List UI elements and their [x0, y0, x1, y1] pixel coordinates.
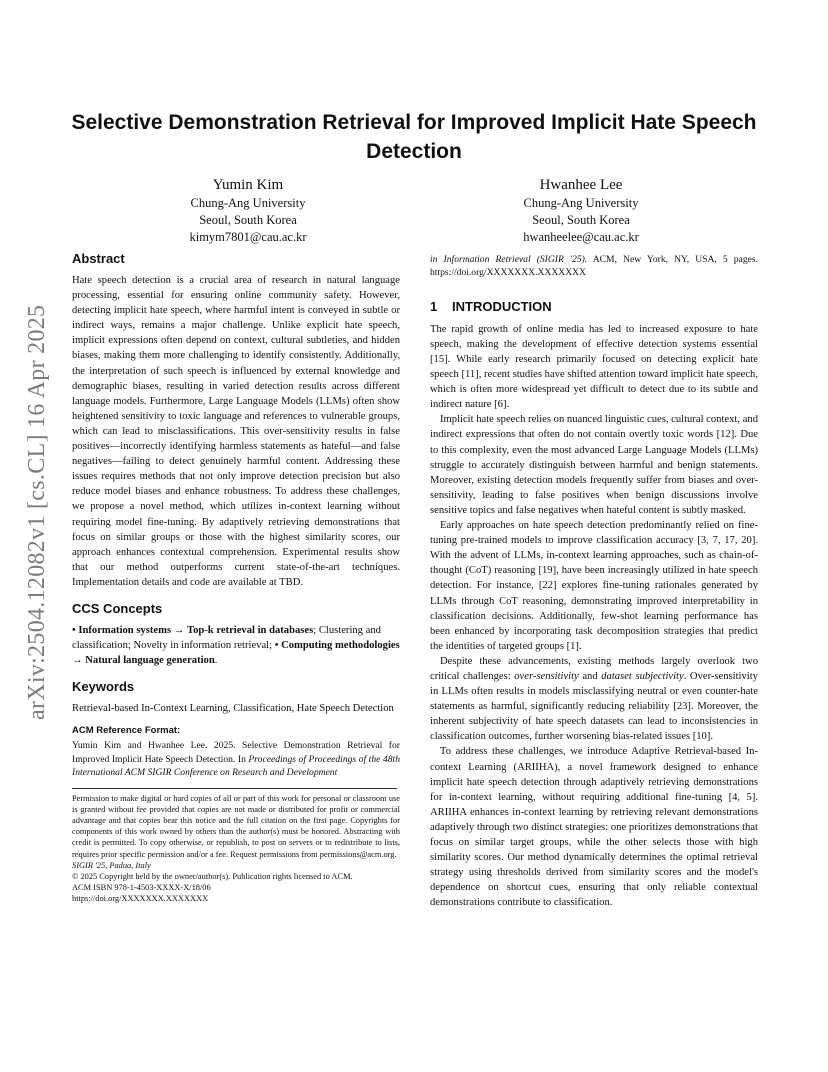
- venue-text: [72, 860, 400, 871]
- section-title: INTRODUCTION: [452, 298, 552, 314]
- ccs-sep: ;: [269, 640, 273, 652]
- author-block-2: [461, 175, 701, 246]
- intro-heading: [430, 298, 758, 316]
- p4-text: Despite these advancements, existing methods largely overlook two critical challenges:: [430, 655, 758, 682]
- p4-italic: over-sensitivity: [514, 670, 579, 682]
- intro-paragraph-2: Implicit hate speech relies on nuanced linguistic cues, cultural context, and indirect expressions that often do not contain overtly toxic words [12]. Due to this complexity, even the most advanced Large Language Models (LLMs) struggle to accurately distinguish between harmful and benign statements. Moreover, existing detection models frequently suffer from biases and over-sensitivity, leading to false positives when benign discussions involve sensitive topics and false negatives when hateful content is subtly masked.: [430, 414, 758, 516]
- author-affiliation: Chung-Ang University: [190, 196, 306, 210]
- ccs-bullet: •: [72, 624, 76, 636]
- keywords-section: [72, 678, 400, 716]
- copyright-text: © 2025 Copyright held by the owner/author(s). Publication rights licensed to ACM.: [72, 871, 353, 881]
- intro-paragraph-4: [430, 654, 758, 745]
- left-column: [72, 250, 400, 905]
- permission-text: Permission to make digital or hard copies of all or part of this work for personal or classroom use is granted without fee provided that copies are not made or distributed for profit or commercial advantage and that copies bear this notice and the full citation on the first page. Copyrights for components of this work owned by others than the author(s) must be honored. Abstracting with credit is permitted. To copy otherwise, or republish, to post on servers or to redistribute to lists, requires prior specific permission and/or a fee. Request permissions from permissions@acm.org.: [72, 793, 400, 859]
- author-location: Seoul, South Korea: [199, 213, 297, 227]
- author-affiliation: Chung-Ang University: [523, 196, 639, 210]
- author-email: hwanheelee@cau.ac.kr: [523, 230, 639, 244]
- ccs-item: ; Novelty in information retrieval: [127, 640, 270, 652]
- author-email: kimym7801@cau.ac.kr: [189, 230, 307, 244]
- ccs-item: Top-k retrieval in databases: [186, 624, 314, 636]
- intro-paragraph-3: Early approaches on hate speech detection predominantly relied on fine-tuning pre-trained models to improve classification accuracy [3, 7, 17, 20]. With the advent of LLMs, in-context learning approaches, such as chain-of-thought (CoT) reasoning [19], have been increasingly utilized in hate speech detection. For instance, [22] explores fine-tuning rationales generated by LLMs through CoT reasoning, demonstrating improved interpretability in classification decisions. Additionally, few-shot learning performance has been enhanced by incorporating task decomposition strategies that predict the identities of targeted groups [1].: [430, 520, 758, 652]
- ccs-bullet: •: [274, 640, 279, 652]
- paper-title: Selective Demonstration Retrieval for Improved Implicit Hate Speech Detection: [71, 111, 757, 163]
- ccs-arrow: →: [72, 655, 83, 667]
- intro-paragraph-1: The rapid growth of online media has led to increased exposure to hate speech, making the development of effective detection systems essential [15]. While early research primarily focused on detecting explicit hate speech [11], recent studies have shifted attention toward implicit hate speech, which is often more widespread yet difficult to detect due to its subtle and indirect nature [6].: [430, 323, 758, 411]
- p4-text: . Over-sensitivity in LLMs often results in models misclassifying neutral or even counter-hate statements as harmful, significantly reducing reliability [23]. Moreover, the inherent subjectivity of hate speech datasets can lead to inconsistencies in classification outcomes, further worsening bias-related issues [10].: [430, 670, 758, 743]
- acm-ref-continued-italic: in Information Retrieval (SIGIR '25).: [430, 254, 588, 265]
- acm-ref-text: [72, 739, 400, 779]
- p4-italic: dataset subjectivity: [601, 670, 684, 682]
- venue: SIGIR '25, Padua, Italy: [72, 860, 151, 870]
- keywords-heading: Keywords: [72, 679, 135, 695]
- ccs-arrow: →: [173, 624, 185, 636]
- ccs-item: ; Clustering and classification: [72, 624, 381, 652]
- doi-text: https://doi.org/XXXXXXX.XXXXXXX: [72, 894, 209, 904]
- author-name: Hwanhee Lee: [539, 177, 623, 193]
- acm-ref-continued: [430, 253, 758, 280]
- intro-paragraph-5: To address these challenges, we introduce Adaptive Retrieval-based In-context Learning (ARIIHA), a novel framework designed to enhance implicit hate speech detection through adaptively retrieving demonstrations for in-context learning, without requiring additional fine-tuning [4, 5]. ARIIHA enhances in-context learning by retrieving relevant demonstrations adaptively through two distinct strategies: one prioritizes demonstrations that focus on similar target groups, while the other selects those with high similarity scores. Our method dynamically determines the optimal retrieval strategy using thresholds derived from similarity scores and the model's dependence on shortcut cues, ensuring that only reliable contextual demonstrations contribute to classification.: [430, 746, 758, 909]
- ccs-item: Computing methodologies: [281, 640, 400, 652]
- abstract-heading: Abstract: [72, 251, 125, 266]
- isbn-text: ACM ISBN 978-1-4503-XXXX-X/18/06: [72, 883, 211, 893]
- right-column: [430, 253, 758, 910]
- author-location: Seoul, South Korea: [532, 213, 630, 227]
- section-number: 1: [430, 298, 438, 314]
- acm-ref-italic: Proceedings of Proceedings of the 48th International ACM SIGIR Conference on Research and Development: [72, 753, 400, 779]
- ccs-section: [72, 600, 400, 668]
- ccs-concepts: [72, 623, 400, 668]
- acm-ref-continued-plain: ACM, New York, NY, USA, 5 pages. https://doi.org/XXXXXXX.XXXXXXX: [430, 254, 759, 279]
- arxiv-stamp: arXiv:2504.12082v1 [cs.CL] 16 Apr 2025: [24, 304, 50, 720]
- abstract-text: Hate speech detection is a crucial area of research in natural language processing, essential for ensuring online community safety. However, detecting implicit hate speech, where harmful intent is conveyed in subtle or indirect ways, remains a major challenge. Unlike explicit hate speech, implicit expressions often depend on context, cultural subtleties, and hidden biases, making them more challenging to identify consistently. Additionally, the interpretation of such speech is influenced by external knowledge and demographic biases, resulting in varied detection results across different language models. Furthermore, Large Language Models (LLMs) often show heightened sensitivity to toxic language and references to vulnerable groups, which can lead to misclassifications. This over-sensitivity results in false positives—incorrectly identifying harmless statements as hateful—and false negatives—failing to detect genuinely harmful content. Addressing these issues requires methods that not only improve detection precision but also reduce model biases and enhance robustness. To address these challenges, we propose a novel method, which utilizes in-context learning without requiring model fine-tuning. By adaptively retrieving demonstrations that focus on similar groups or those with the highest similarity scores, our approach enhances contextual comprehension. Experimental results show that our method outperforms current state-of-the-art techniques. Implementation details and code are available at TBD.: [72, 275, 400, 588]
- ccs-heading: CCS Concepts: [72, 600, 163, 616]
- footnote-rule: [72, 788, 397, 789]
- ccs-sep: .: [214, 655, 218, 667]
- acm-ref-heading: ACM Reference Format:: [72, 725, 181, 737]
- acm-ref-plain: Yumin Kim and Hwanhee Lee. 2025. Selective Demonstration Retrieval for Improved Implicit Hate Speech Detection. In: [72, 740, 400, 765]
- ccs-item: Information systems: [78, 624, 172, 636]
- p4-text: and: [578, 670, 602, 682]
- author-name: Yumin Kim: [212, 177, 284, 193]
- author-block-1: [128, 175, 368, 246]
- keywords-text: Retrieval-based In-Context Learning, Classification, Hate Speech Detection: [72, 703, 394, 715]
- ccs-item: Natural language generation: [85, 655, 215, 667]
